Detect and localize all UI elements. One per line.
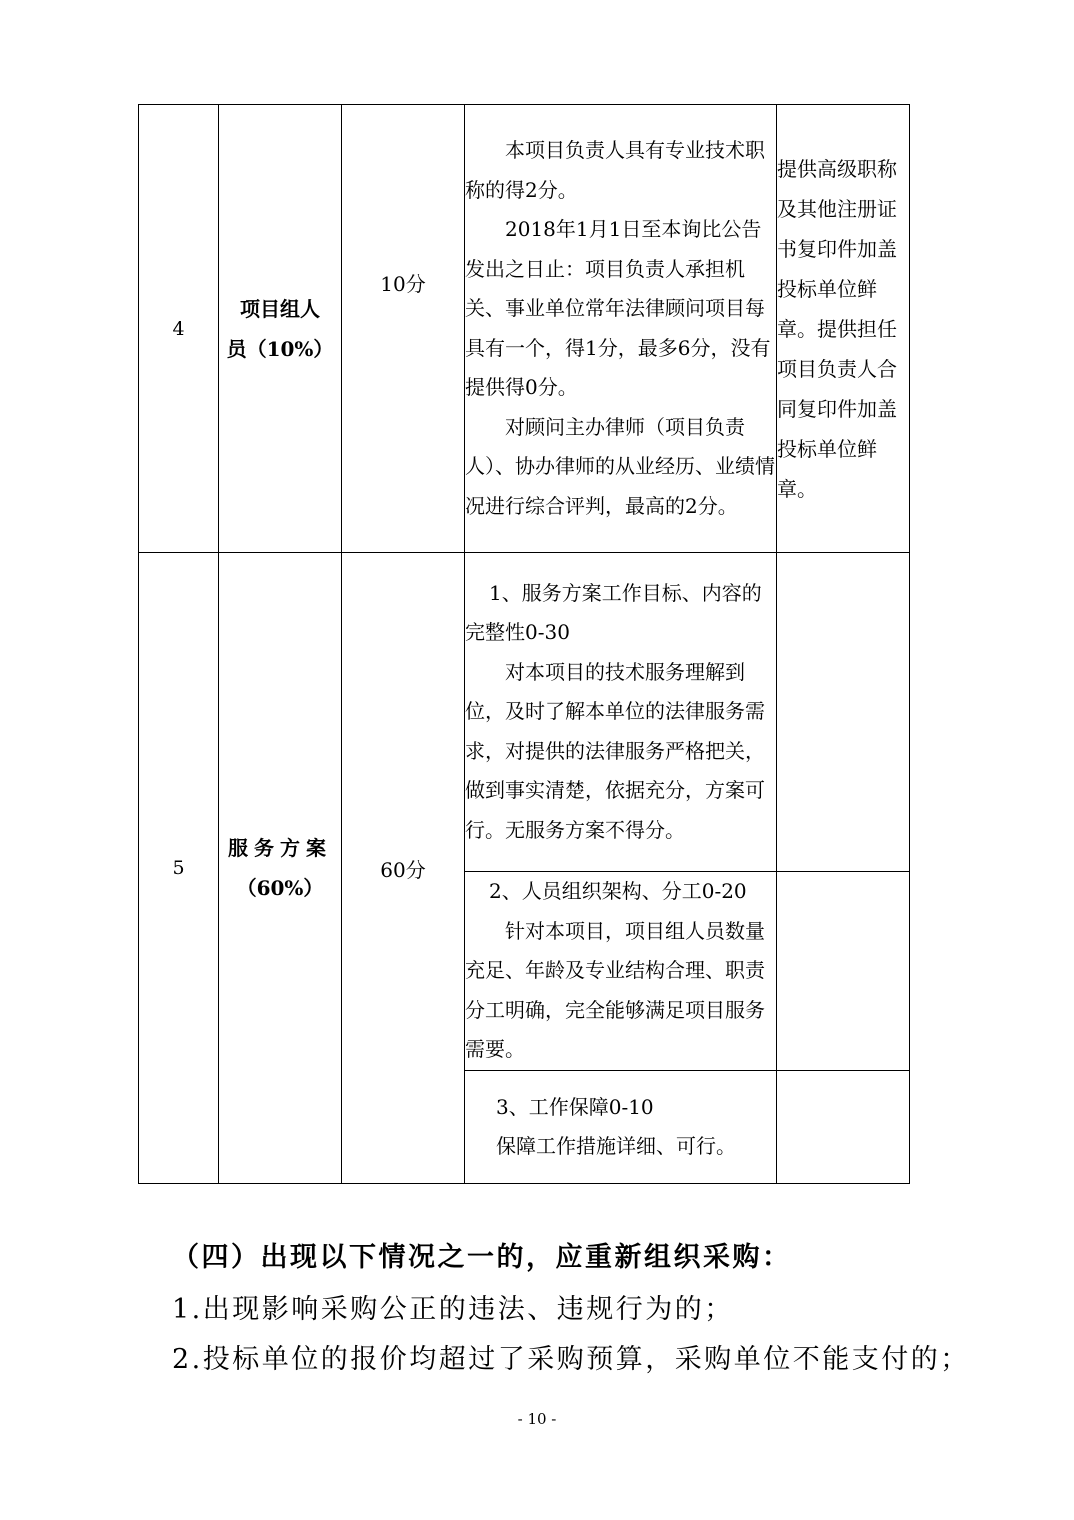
section-item: 2.投标单位的报价均超过了采购预算，采购单位不能支付的； bbox=[172, 1344, 970, 1375]
sub-criteria-desc: 保障工作措施详细、可行。 bbox=[496, 1134, 736, 1158]
sub-criteria-title: 1、服务方案工作目标、内容的完整性0-30 bbox=[465, 580, 762, 645]
row-index: 4 bbox=[139, 105, 219, 553]
materials-cell bbox=[777, 1071, 910, 1184]
criteria-cell bbox=[465, 872, 777, 1071]
scoring-table bbox=[138, 104, 910, 1184]
item-name-line: 项目组人 bbox=[240, 296, 320, 321]
materials-cell bbox=[777, 872, 910, 1071]
sub-criteria-desc: 对本项目的技术服务理解到位，及时了解本单位的法律服务需求，对提供的法律服务严格把关，做到事实清楚，依据充分，方案可行。无服务方案不得分。 bbox=[465, 659, 765, 842]
criteria-paragraph: 本项目负责人具有专业技术职称的得2分。 bbox=[465, 138, 765, 202]
page-number: - 10 - bbox=[517, 1410, 557, 1428]
criteria-cell bbox=[465, 553, 777, 872]
sub-criteria-desc: 针对本项目，项目组人员数量充足、年龄及专业结构合理、职责分工明确，完全能够满足项目服务需要。 bbox=[465, 918, 765, 1062]
materials-cell: 提供高级职称及其他注册证书复印件加盖投标单位鲜章。提供担任项目负责人合同复印件加盖投标单位鲜章。 bbox=[777, 105, 910, 553]
item-name-line: 服务方案 bbox=[228, 836, 332, 860]
sub-criteria-title: 2、人员组织架构、分工0-20 bbox=[489, 879, 747, 904]
row-index: 5 bbox=[139, 553, 219, 1184]
item-name bbox=[219, 553, 342, 1184]
table-row bbox=[139, 105, 910, 553]
sub-criteria-title: 3、工作保障0-10 bbox=[496, 1094, 654, 1119]
item-name bbox=[219, 105, 342, 553]
section-item: 1.出现影响采购公正的违法、违规行为的； bbox=[172, 1294, 734, 1325]
criteria-paragraph: 2018年1月1日至本询比公告发出之日止：项目负责人承担机关、事业单位常年法律顾问项目每具有一个，得1分，最多6分，没有提供得0分。 bbox=[465, 217, 771, 399]
item-score: 10分 bbox=[342, 105, 465, 553]
table-row bbox=[139, 553, 910, 872]
criteria-paragraph: 对顾问主办律师（项目负责人）、协办律师的从业经历、业绩情况进行综合评判，最高的2分。 bbox=[465, 414, 775, 518]
item-name-line: 员（10%） bbox=[226, 336, 334, 361]
item-name-line: （60%） bbox=[236, 876, 324, 900]
criteria-cell bbox=[465, 1071, 777, 1184]
materials-cell bbox=[777, 553, 910, 872]
section-heading: （四）出现以下情况之一的，应重新组织采购： bbox=[172, 1242, 792, 1273]
criteria-cell bbox=[465, 105, 777, 553]
item-score: 60分 bbox=[342, 553, 465, 1184]
